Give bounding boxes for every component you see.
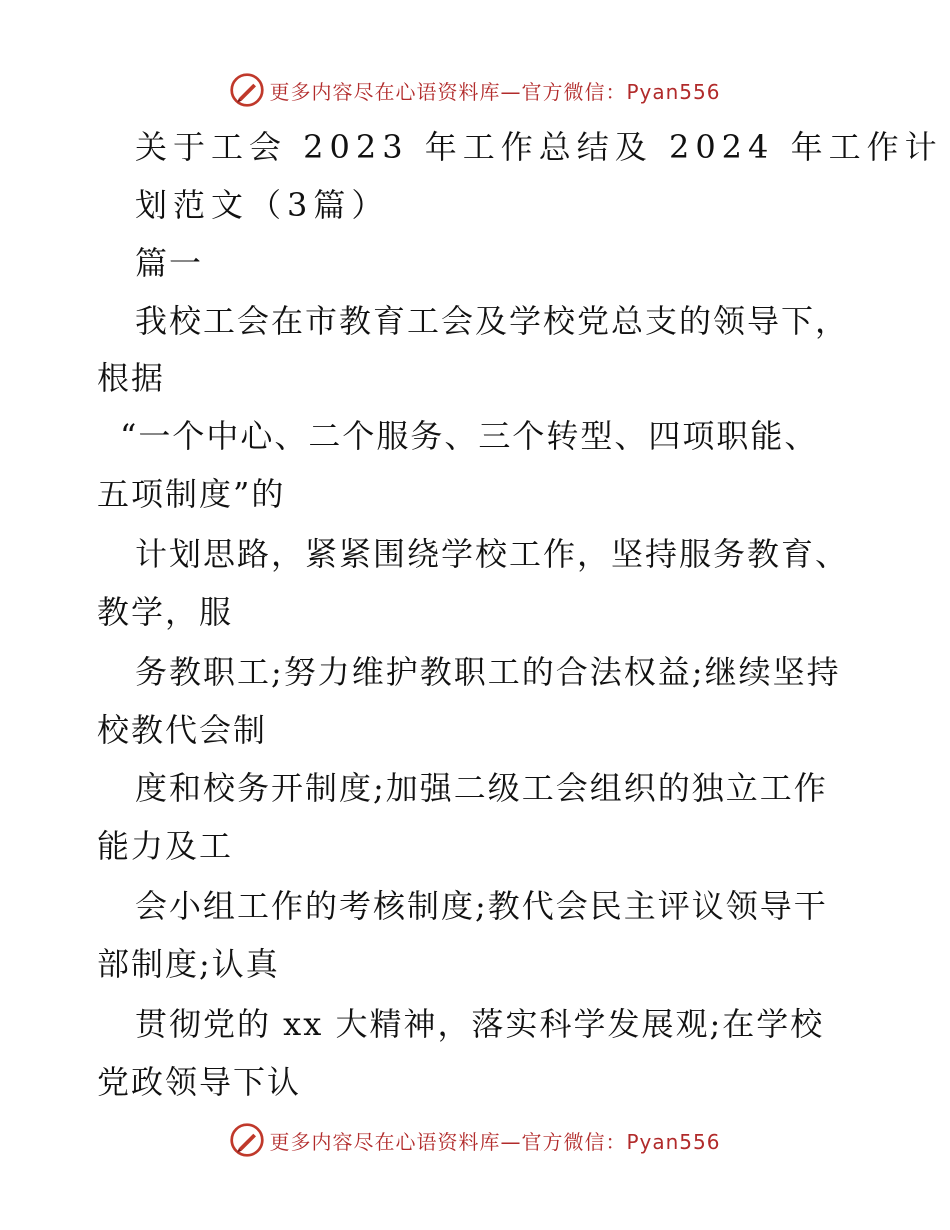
section-heading: 篇一 (135, 244, 204, 282)
header-banner (0, 70, 950, 110)
body-line: 根据 (97, 359, 166, 397)
body-line: 校教代会制 (97, 711, 268, 749)
body-line: 教学，服 (97, 593, 234, 631)
document-title-line-2: 划范文（3篇） (135, 186, 390, 224)
body-line: 我校工会在市教育工会及学校党总支的领导下， (135, 302, 850, 340)
body-line: 会小组工作的考核制度;教代会民主评议领导干 (135, 887, 828, 925)
document-title-line-1: 关于工会 2023 年工作总结及 2024 年工作计 (135, 128, 943, 166)
body-line: “一个中心、二个服务、三个转型、四项职能、 (120, 417, 819, 455)
banner-text: 更多内容尽在心语资料库—官方微信：Pyan556 (269, 1129, 721, 1154)
body-line: 务教职工;努力维护教职工的合法权益;继续坚持 (135, 653, 841, 691)
body-line: 部制度;认真 (97, 945, 280, 983)
pen-logo-icon (229, 1122, 265, 1158)
body-line: 度和校务开制度;加强二级工会组织的独立工作 (135, 769, 828, 807)
pen-logo-icon (229, 72, 265, 108)
body-line: 五项制度”的 (97, 475, 286, 513)
footer-banner (0, 1120, 950, 1160)
body-line: 贯彻党的 xx 大精神，落实科学发展观;在学校 (135, 1005, 825, 1043)
banner-text: 更多内容尽在心语资料库—官方微信：Pyan556 (269, 79, 721, 104)
body-line: 党政领导下认 (97, 1063, 302, 1101)
body-line: 能力及工 (97, 827, 234, 865)
body-line: 计划思路，紧紧围绕学校工作，坚持服务教育、 (135, 535, 850, 573)
